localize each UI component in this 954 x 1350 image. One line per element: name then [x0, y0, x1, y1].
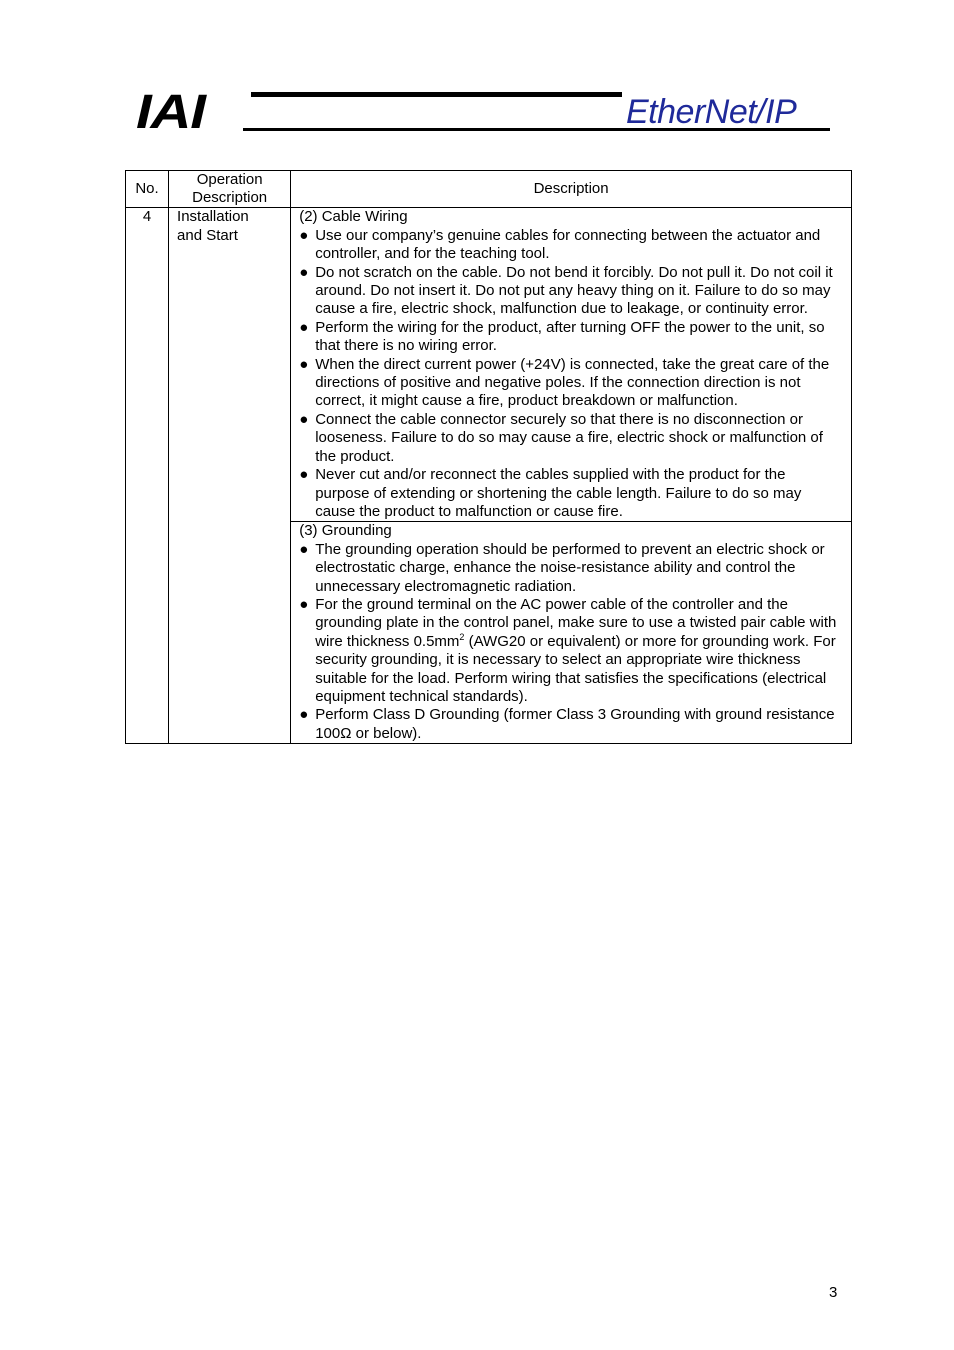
list-item [299, 227, 843, 264]
list-item-text: Perform Class D Grounding (former Class 3 Grounding with ground resistance 100Ω or below). [315, 706, 835, 742]
header-rule-top [251, 92, 622, 97]
product-name: EtherNet/IP [626, 93, 797, 131]
iai-logo: IAI [136, 86, 205, 139]
list-item [299, 541, 843, 596]
list-item-text: Never cut and/or reconnect the cables supplied with the product for the purpose of extending or shortening the cable length. Failure to do so may cause the product to malfunction or cause fire. [315, 466, 802, 520]
bullet-icon: ● [299, 226, 309, 244]
table-header-row [126, 171, 852, 208]
list-item-text-part: (AWG20 or equivalent) or more for grounding work. For security grounding, it is necessary to select an appropriate wire thickness suitable for the load. Perform wiring that satisfies the specifications (electrical equipment technical standards). [315, 632, 836, 705]
list-item-text: Connect the cable connector securely so that there is no disconnection or looseness. Failure to do so may cause a fire, electric shock or malfunction of the product. [315, 410, 823, 465]
bullet-list [299, 541, 843, 743]
bullet-icon: ● [299, 540, 309, 558]
list-item-text: Use our company’s genuine cables for connecting between the actuator and controller, and for the teaching tool. [315, 226, 821, 263]
column-header-no: No. [126, 171, 169, 208]
superscript: 2 [459, 631, 465, 642]
bullet-icon: ● [299, 595, 309, 613]
list-item-text: When the direct current power (+24V) is connected, take the great care of the directions of positive and negative poles. If the connection direction is not correct, it might cause a fire, product breakdown or malfunction. [315, 355, 830, 410]
list-item [299, 319, 843, 356]
column-header-operation-label: Operation Description [192, 171, 268, 206]
list-item-text-part: For the ground terminal on the AC power cable of the controller and the grounding plate in the control panel, make sure to use a twisted pair cable with wire thickness 0.5mm [315, 595, 837, 650]
row-operation [169, 208, 291, 744]
list-item [299, 356, 843, 411]
row-number: 4 [126, 208, 169, 744]
list-item [299, 466, 843, 521]
table-row [126, 208, 852, 522]
bullet-icon: ● [299, 706, 309, 724]
bullet-list [299, 227, 843, 522]
bullet-icon: ● [299, 410, 309, 428]
list-item [299, 411, 843, 466]
list-item [299, 706, 843, 743]
bullet-icon: ● [299, 263, 309, 281]
list-item [299, 596, 843, 706]
list-item-text: Perform the wiring for the product, after turning OFF the power to the unit, so that there is no wiring error. [315, 318, 825, 355]
section-title: (2) Cable Wiring [299, 208, 408, 226]
list-item-text: Do not scratch on the cable. Do not bend it forcibly. Do not pull it. Do not coil it around. Do not insert it. Do not put any heavy thing on it. Failure to do so may cause a fire, electric shock, malfunction due to leakage, or continuity error. [315, 263, 833, 318]
list-item [299, 264, 843, 319]
bullet-icon: ● [299, 355, 309, 373]
row-operation-label: Installation and Start [177, 208, 249, 244]
list-item-text [315, 596, 836, 705]
page-header [136, 86, 836, 140]
description-grounding [291, 522, 852, 744]
description-cable-wiring [291, 208, 852, 522]
bullet-icon: ● [299, 318, 309, 336]
list-item-text: The grounding operation should be performed to prevent an electric shock or electrostatic charge, enhance the noise-resistance ability and control the unnecessary electromagnetic radiation. [315, 540, 825, 595]
page-number: 3 [829, 1284, 838, 1301]
column-header-description: Description [291, 171, 852, 208]
section-title: (3) Grounding [299, 522, 392, 540]
operation-table [125, 170, 852, 744]
column-header-operation [169, 171, 291, 208]
bullet-icon: ● [299, 466, 309, 484]
